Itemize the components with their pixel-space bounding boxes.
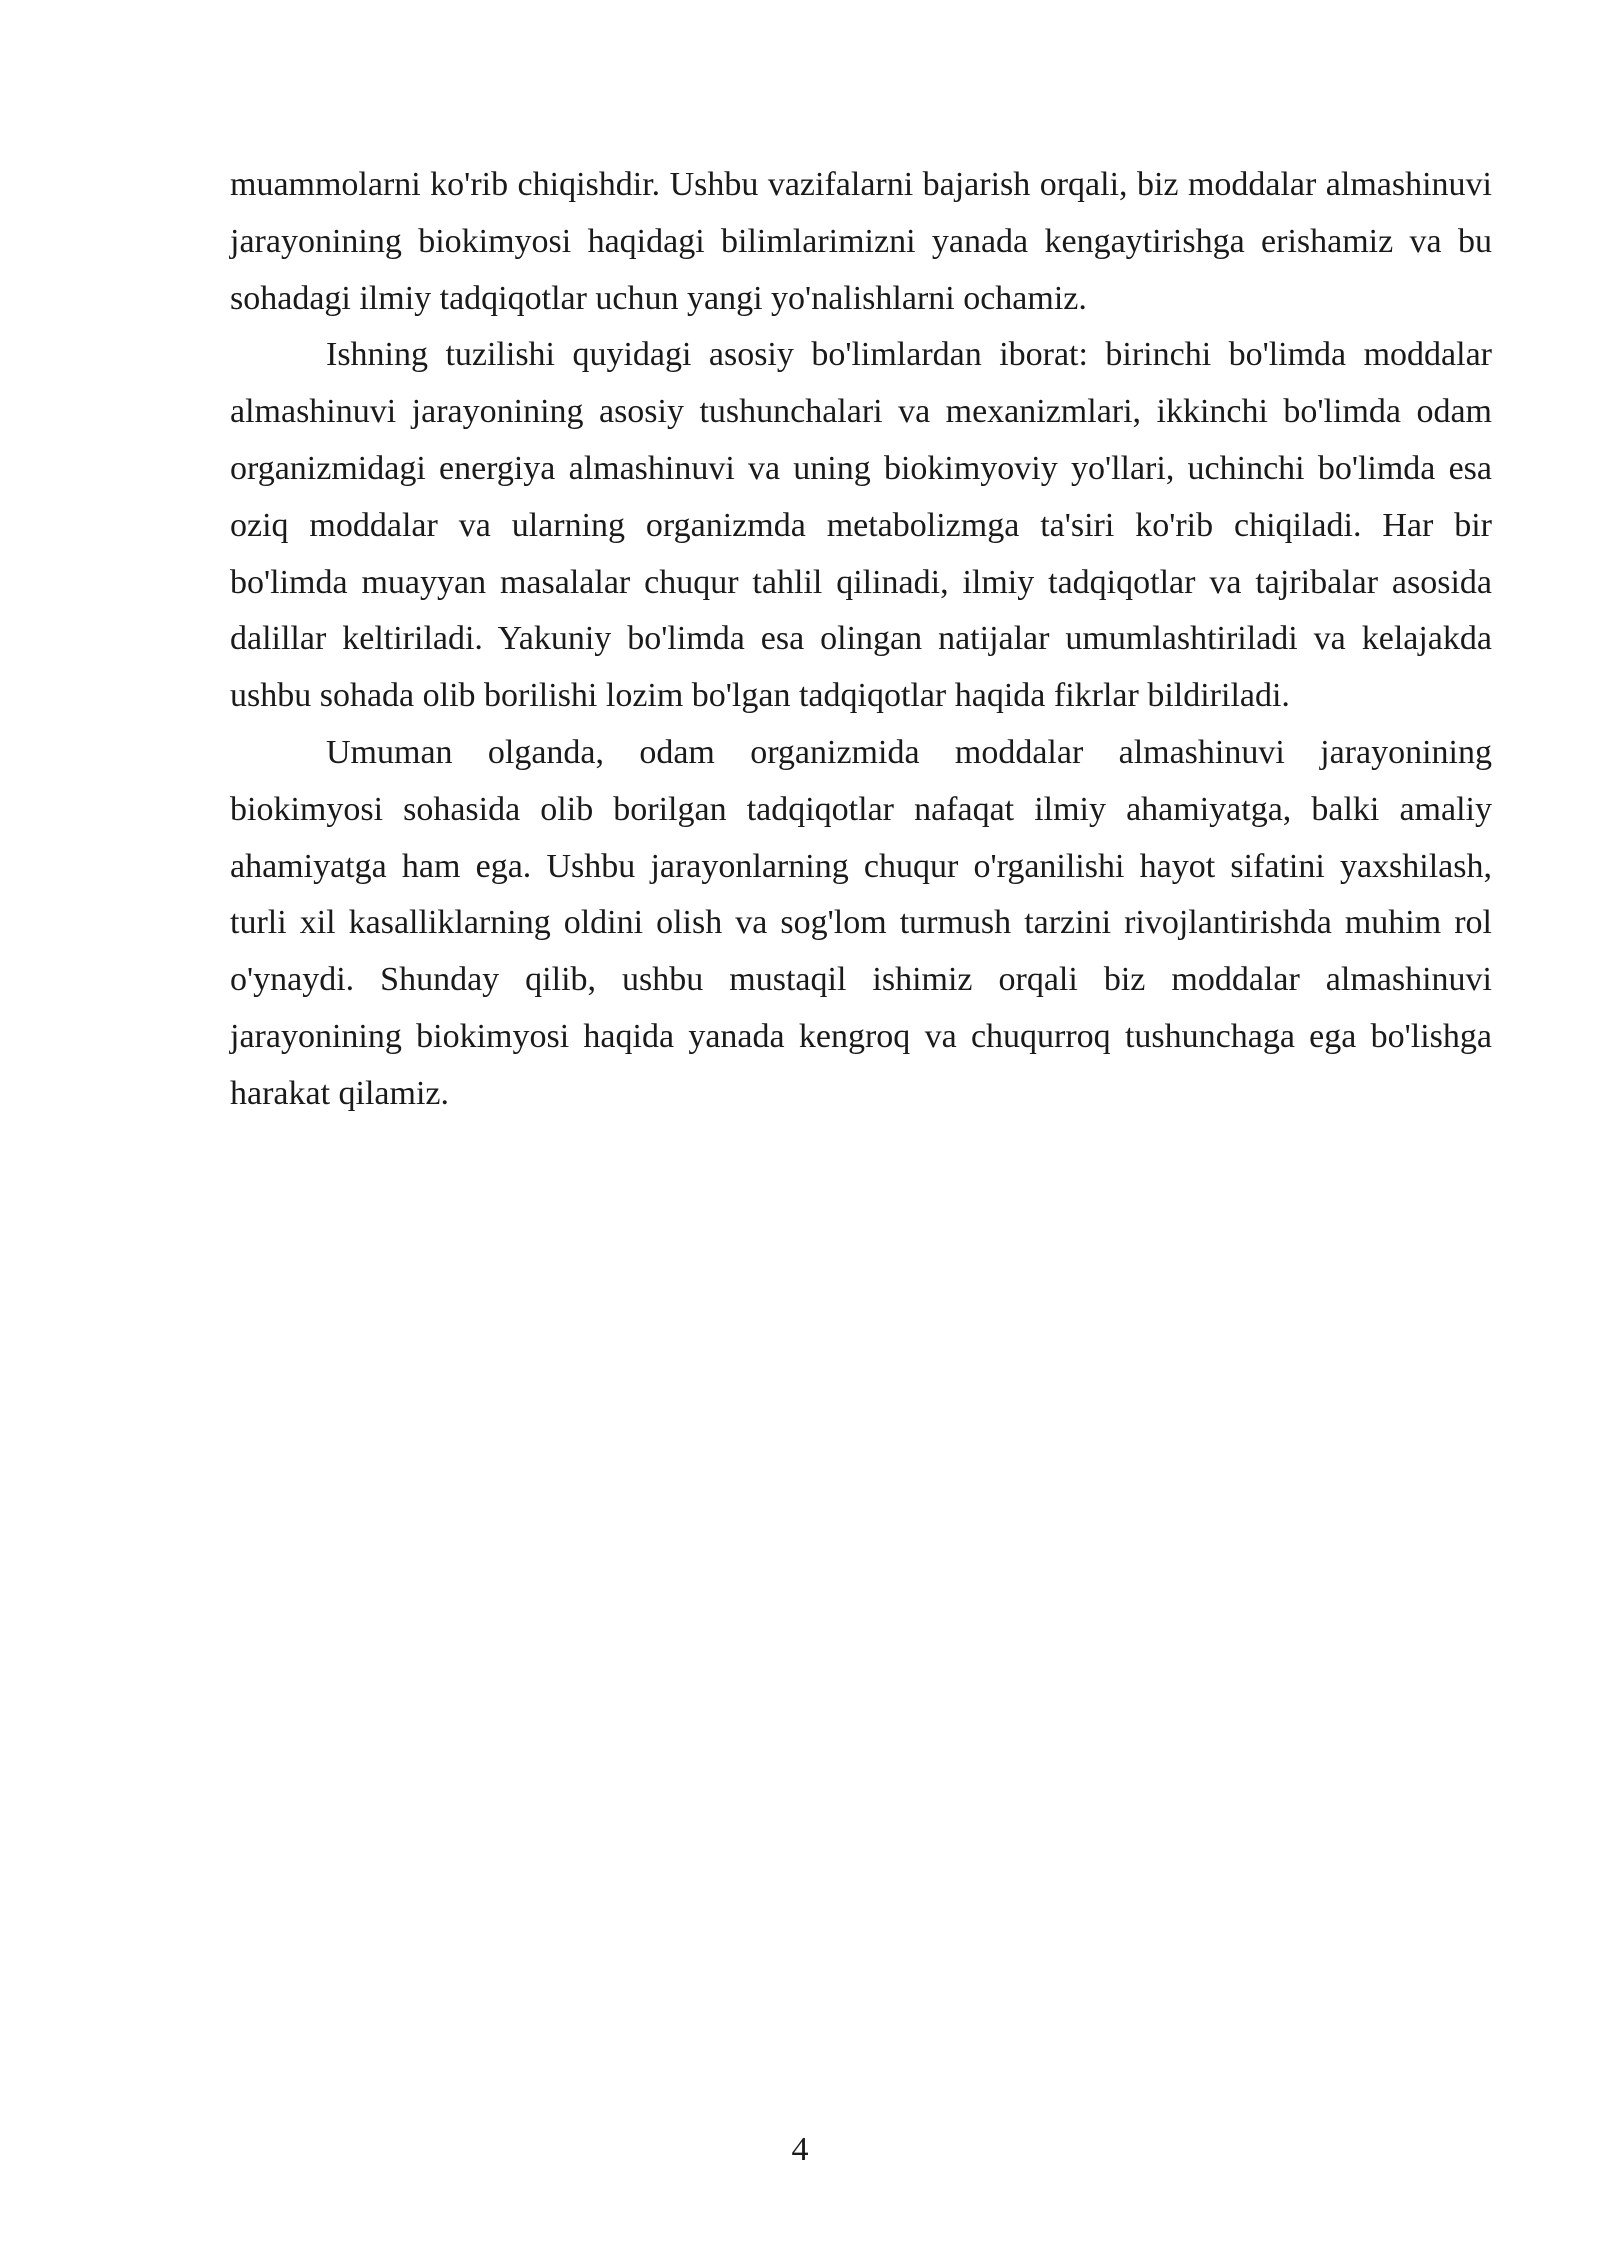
paragraph-continuation: muammolarni ko'rib chiqishdir. Ushbu vazifalarni bajarish orqali, biz moddalar almashinuvi jarayonining biokimyosi haqidagi bilimlarimizni yanada kengaytirishga erishamiz va bu sohadagi ilmiy tadqiqotlar uchun yangi yo'nalishlarni ochamiz.: [230, 166, 1492, 317]
body-text: [230, 157, 1492, 1123]
page-number: 4: [791, 2131, 809, 2168]
paragraph-conclusion: Umuman olganda, odam organizmida moddalar almashinuvi jarayonining biokimyosi sohasida olib borilgan tadqiqotlar nafaqat ilmiy ahamiyatga, balki amaliy ahamiyatga ham ega. Ushbu jarayonlarning chuqur o'rganilishi hayot sifatini yaxshilash, turli xil kasalliklarning oldini olish va sog'lom turmush tarzini rivojlantirishda muhim rol o'ynaydi. Shunday qilib, ushbu mustaqil ishimiz orqali biz moddalar almashinuvi jarayonining biokimyosi haqida yanada kengroq va chuqurroq tushunchaga ega bo'lishga harakat qilamiz.: [230, 733, 1492, 1112]
paragraph-structure: Ishning tuzilishi quyidagi asosiy bo'limlardan iborat: birinchi bo'limda moddalar almashinuvi jarayonining asosiy tushunchalari va mexanizmlari, ikkinchi bo'limda odam organizmidagi energiya almashinuvi va uning biokimyoviy yo'llari, uchinchi bo'limda esa oziq moddalar va ularning organizmda metabolizmga ta'siri ko'rib chiqiladi. Har bir bo'limda muayyan masalalar chuqur tahlil qilinadi, ilmiy tadqiqotlar va tajribalar asosida dalillar keltiriladi. Yakuniy bo'limda esa olingan natijalar umumlashtiriladi va kelajakda ushbu sohada olib borilishi lozim bo'lgan tadqiqotlar haqida fikrlar bildiriladi.: [230, 336, 1492, 715]
